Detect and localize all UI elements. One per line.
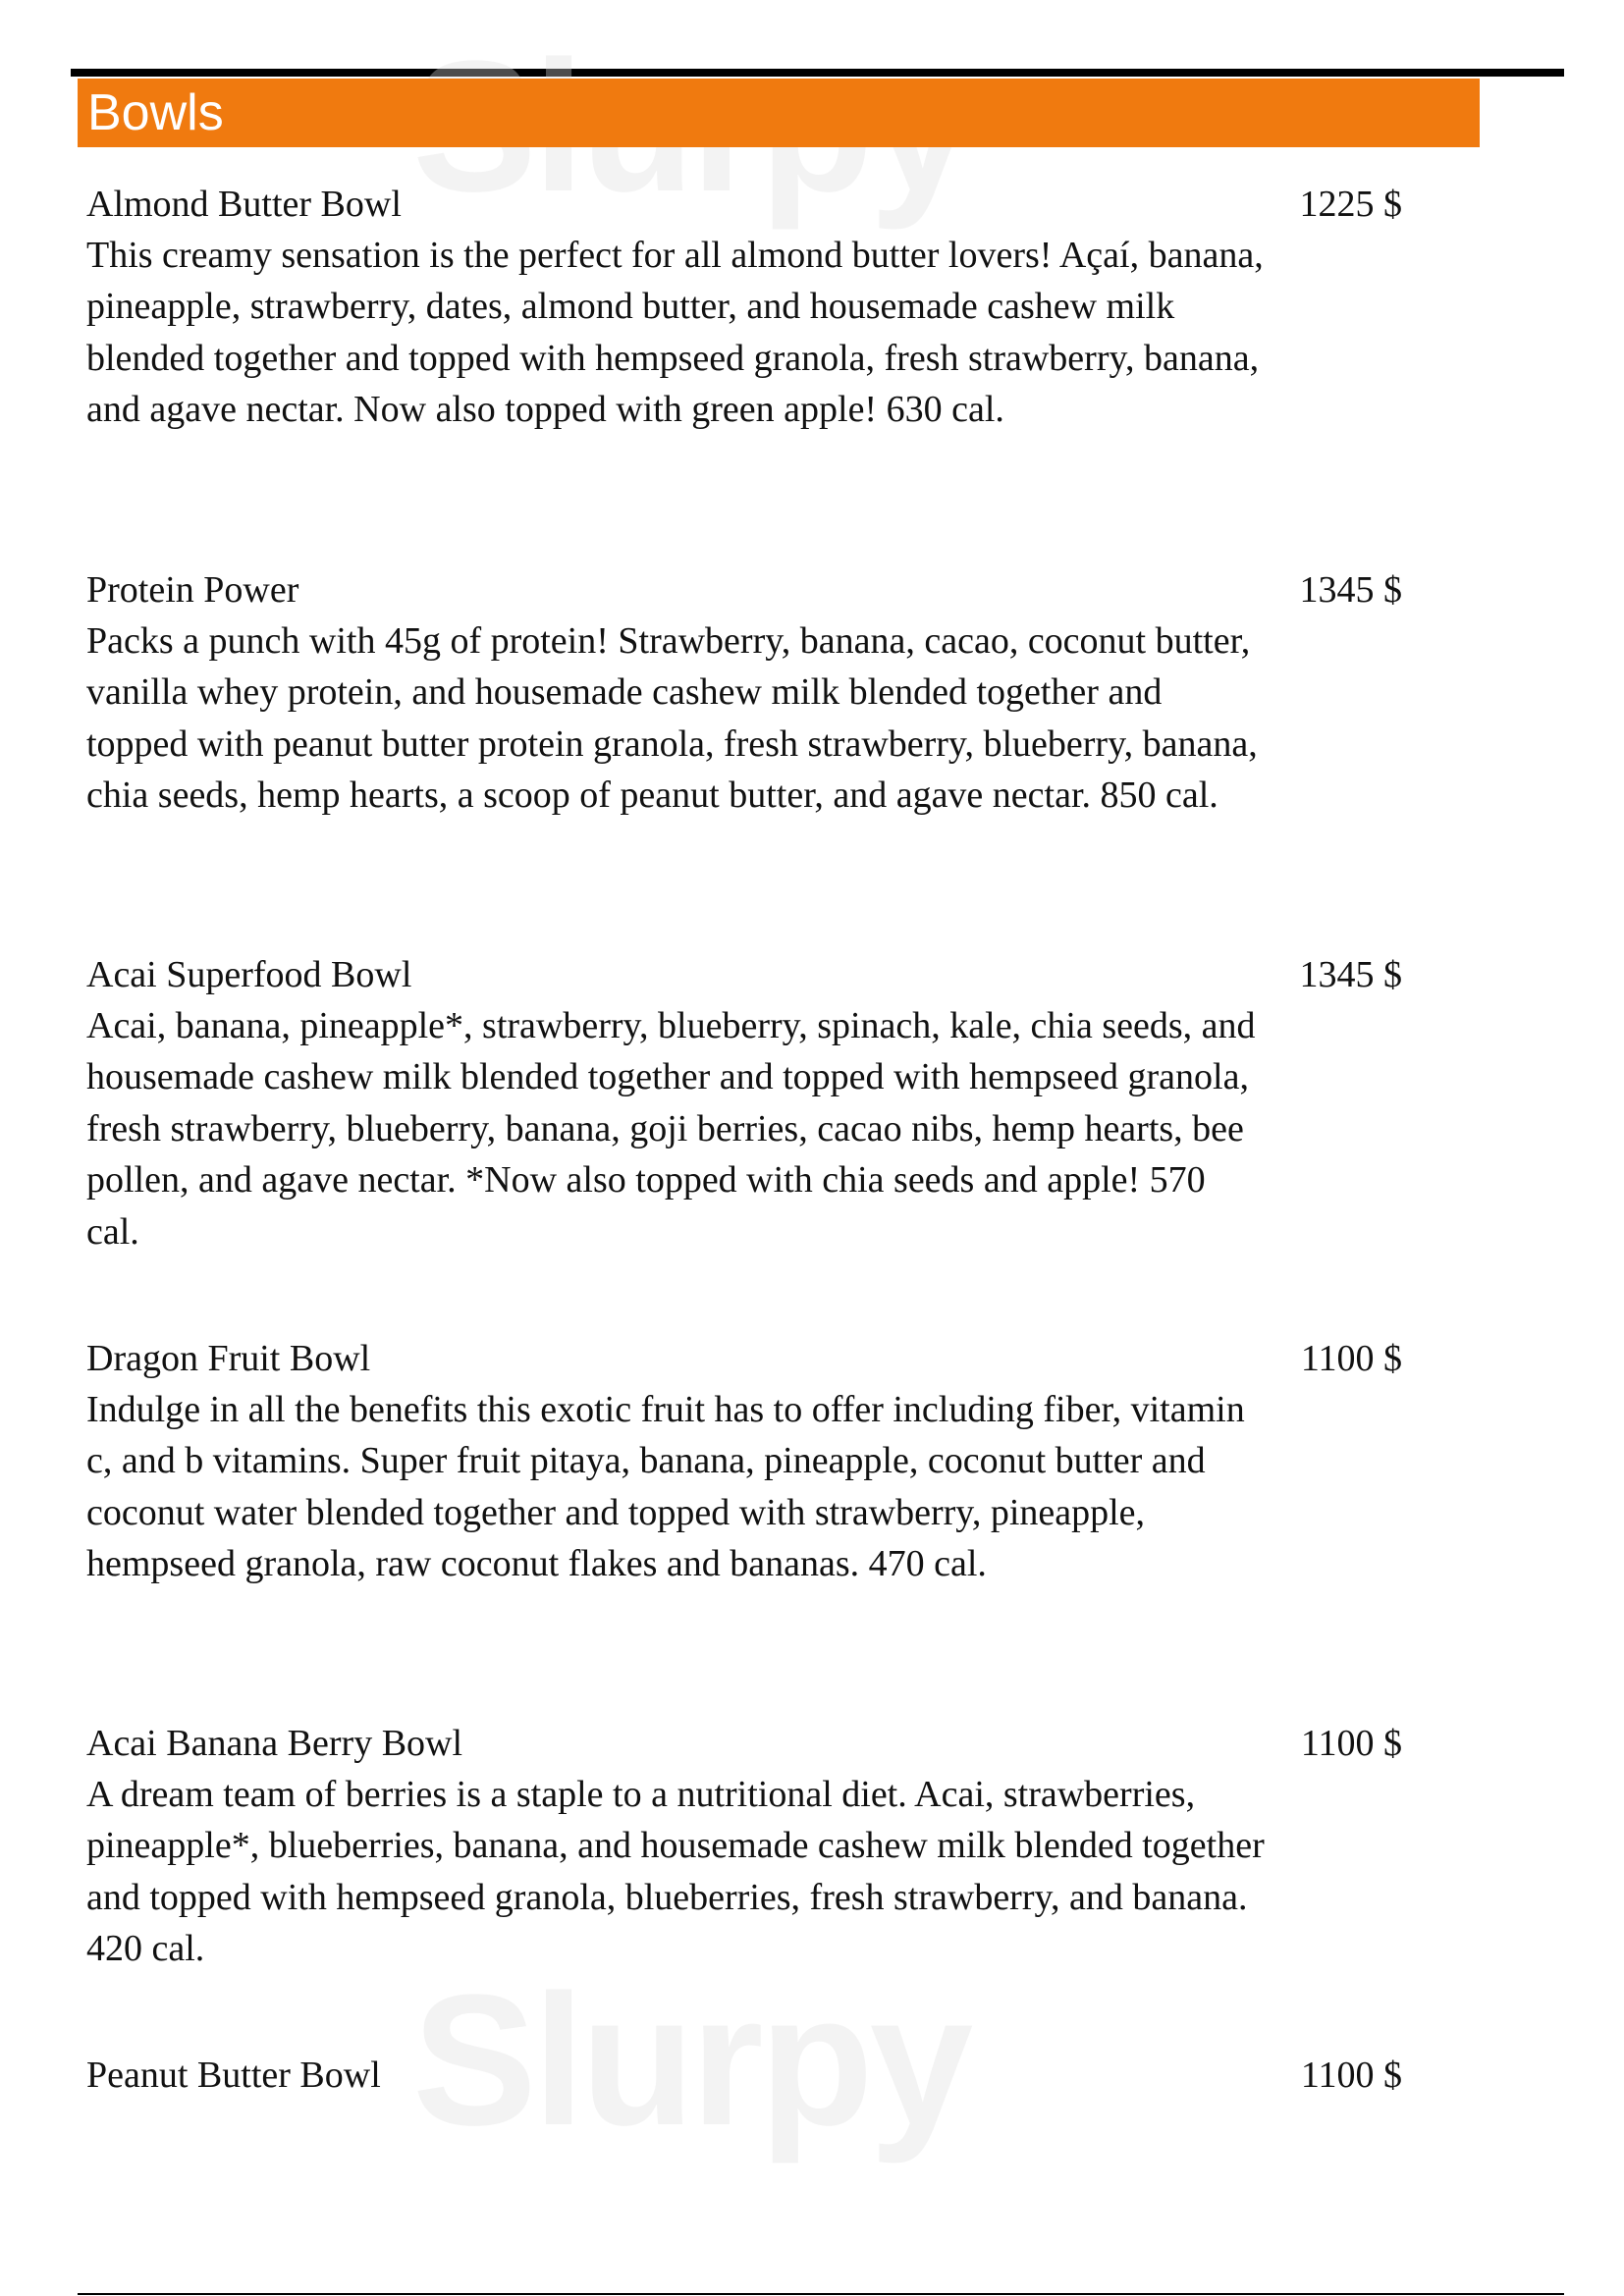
watermark-logo: Slurpy bbox=[412, 1956, 970, 2164]
menu-item bbox=[86, 2050, 1402, 2101]
section-title: Bowls bbox=[78, 79, 1480, 147]
item-price: 1345 $ bbox=[1299, 954, 1402, 995]
menu-item bbox=[86, 1333, 1402, 1590]
item-name: Peanut Butter Bowl bbox=[86, 2055, 381, 2096]
menu-item bbox=[86, 949, 1402, 1257]
item-description: This creamy sensation is the perfect for all almond butter lovers! Açaí, banana, pineapple, strawberry, dates, almond butter, and housemade cashew milk blended together and topped with hempseed granola, fresh strawberry, banana, and agave nectar. Now also topped with green apple! 630 cal. bbox=[86, 235, 1264, 431]
top-rule bbox=[71, 69, 1564, 77]
item-description: Packs a punch with 45g of protein! Strawberry, banana, cacao, coconut butter, vanilla whey protein, and housemade cashew milk blended together and topped with peanut butter protein granola, fresh strawberry, blueberry, banana, chia seeds, hemp hearts, a scoop of peanut butter, and agave nectar. 850 cal. bbox=[86, 620, 1258, 817]
item-name: Acai Superfood Bowl bbox=[86, 954, 412, 995]
menu-item bbox=[86, 564, 1402, 822]
bottom-rule bbox=[78, 2293, 1564, 2295]
item-price: 1225 $ bbox=[1299, 184, 1402, 225]
menu-item bbox=[86, 179, 1402, 436]
item-name: Acai Banana Berry Bowl bbox=[86, 1723, 463, 1764]
item-price: 1100 $ bbox=[1300, 2055, 1402, 2096]
item-name: Almond Butter Bowl bbox=[86, 184, 402, 225]
item-description: Indulge in all the benefits this exotic fruit has to offer including fiber, vitamin c, and b vitamins. Super fruit pitaya, banana, pineapple, coconut butter and coconut water blended together and topped with strawberry, pineapple, hempseed granola, raw coconut flakes and bananas. 470 cal. bbox=[86, 1389, 1245, 1585]
item-name: Dragon Fruit Bowl bbox=[86, 1338, 371, 1379]
item-description: Acai, banana, pineapple*, strawberry, blueberry, spinach, kale, chia seeds, and housemade cashew milk blended together and topped with hempseed granola, fresh strawberry, blueberry, banana, goji berries, cacao nibs, hemp hearts, bee pollen, and agave nectar. *Now also topped with chia seeds and apple! 570 cal. bbox=[86, 1005, 1256, 1253]
item-price: 1345 $ bbox=[1299, 569, 1402, 611]
item-price: 1100 $ bbox=[1300, 1723, 1402, 1764]
menu-item bbox=[86, 1718, 1402, 1975]
item-description: A dream team of berries is a staple to a nutritional diet. Acai, strawberries, pineapple*, blueberries, banana, and housemade cashew milk blended together and topped with hempseed granola, blueberries, fresh strawberry, and banana. 420 cal. bbox=[86, 1774, 1265, 1970]
item-name: Protein Power bbox=[86, 569, 299, 611]
item-price: 1100 $ bbox=[1300, 1338, 1402, 1379]
